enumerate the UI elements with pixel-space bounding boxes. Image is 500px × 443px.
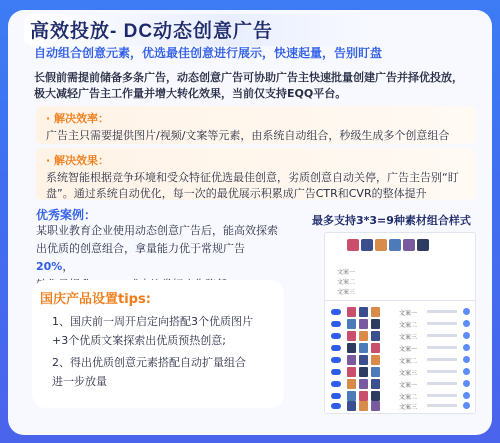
thumbnail-image [371,307,380,317]
toggle-switch[interactable] [331,381,341,387]
toggle-switch[interactable] [331,321,341,327]
row-copy: 文案三 [399,370,418,377]
benefit-effect-box [36,148,476,200]
thumbnail-image [371,401,380,411]
thumbnail-image [371,331,380,341]
row-copy: 文案一 [399,310,418,317]
combination-row [331,307,471,317]
thumbnail-image [371,379,380,389]
case-line-2-end: ， [62,260,74,273]
thumbnail-image [347,391,356,401]
creative-combination-list [324,300,476,414]
thumbnail-image [359,379,368,389]
tip-2-line-2: 进一步放量 [52,375,107,388]
sample-title: 最多支持3*3=9种素材组合样式 [312,214,471,227]
thumbnail-image [347,355,356,365]
row-meta [427,310,457,313]
thumbnail-image [371,355,380,365]
thumbnail-image [347,401,356,411]
row-meta [427,394,457,397]
thumbnail-image [359,367,368,377]
thumbnail-image [389,239,401,251]
case-line-2-text: 出优质的创意组合，拿量能力优于常规广告 [36,242,245,255]
thumbnail-image [359,343,368,353]
tip-2-line-1: 2、得出优质创意元素搭配自动扩量组合 [52,356,246,369]
row-copy: 文案二 [399,358,418,365]
page-title: 高效投放- DC动态创意广告 [30,21,274,42]
benefit-efficiency-text: 广告主只需要提供图片/视频/文案等元素，由系统自动组合，秒级生成多个创意组合 [46,129,450,142]
row-copy: 文案一 [399,346,418,353]
thumbnail-image [347,343,356,353]
status-dot-icon [463,368,470,375]
combination-row [331,379,471,389]
row-copy: 文案三 [399,334,418,341]
combination-row [331,355,471,365]
thumbnail-image [359,307,368,317]
row-meta [427,322,457,325]
mock-copy-line: 文案二 [337,279,356,286]
preview-thumbnails [347,239,429,251]
status-dot-icon [463,320,470,327]
row-copy: 文案二 [399,394,418,401]
thumbnail-image [371,367,380,377]
row-meta [427,334,457,337]
status-dot-icon [463,402,470,409]
case-line-2 [36,240,282,276]
row-meta [427,358,457,361]
row-meta [427,370,457,373]
page-subtitle: 自动组合创意元素，优选最佳创意进行展示，快速起量，告别盯盘 [34,46,383,60]
thumbnail-image [403,239,415,251]
thumbnail-image [347,239,359,251]
row-copy: 文案二 [399,322,418,329]
status-dot-icon [463,392,470,399]
thumbnail-image [371,343,380,353]
thumbnail-image [347,319,356,329]
thumbnail-image [359,401,368,411]
thumbnail-image [417,239,429,251]
status-dot-icon [463,344,470,351]
benefit-effect-title: · 解决效果： [46,154,110,167]
combination-row [331,391,471,401]
thumbnail-image [361,239,373,251]
combination-row [331,331,471,341]
toggle-switch[interactable] [331,403,341,409]
thumbnail-image [347,307,356,317]
thumbnail-image [359,391,368,401]
intro-paragraph: 长假前需提前储备多条广告，动态创意广告可协助广告主快速批量创建广告并择优投放，极大减轻广告主工作量并增大转化效果，当前仅支持EQQ平台。 [34,71,463,100]
thumbnail-image [359,355,368,365]
toggle-switch[interactable] [331,357,341,363]
toggle-switch[interactable] [331,393,341,399]
tip-1-line-1: 1、国庆前一周开启定向搭配3个优质图片 [52,315,253,328]
toggle-switch[interactable] [331,345,341,351]
status-dot-icon [463,380,470,387]
combination-row [331,319,471,329]
thumbnail-image [371,319,380,329]
row-meta [427,382,457,385]
status-dot-icon [463,356,470,363]
toggle-switch[interactable] [331,333,341,339]
thumbnail-image [347,331,356,341]
combination-row [331,343,471,353]
thumbnail-image [375,239,387,251]
mock-copy-line: 文案三 [337,289,356,296]
benefit-efficiency-title: · 解决效率： [46,112,110,125]
thumbnail-image [347,367,356,377]
thumbnail-image [359,331,368,341]
case-highlight-volume: 20% [36,260,63,273]
creative-preview-mock [324,232,476,304]
row-meta [427,346,457,349]
benefit-efficiency-box [36,106,476,144]
row-copy: 文案一 [399,382,418,389]
status-dot-icon [463,332,470,339]
status-dot-icon [463,308,470,315]
toggle-switch[interactable] [331,309,341,315]
tips-title: 国庆产品设置tips: [40,292,151,307]
row-meta [427,404,457,407]
mock-copy-line: 文案一 [337,269,356,276]
row-copy: 文案三 [399,404,418,411]
case-line-1: 某职业教育企业使用动态创意广告后，能高效探索 [36,224,278,237]
tip-1-line-2: +3个优质文案探索出优质预热创意; [52,334,226,347]
toggle-switch[interactable] [331,369,341,375]
thumbnail-image [359,319,368,329]
case-title: 优秀案例： [36,208,97,222]
combination-row [331,401,471,411]
combination-row [331,367,471,377]
benefit-effect-text: 系统智能根据竞争环境和受众特征优选最佳创意，劣质创意自动关停，广告主告别“盯盘”。通过系统自动优化，每一次的最优展示积累成广告CTR和CVR的整体提升 [46,171,459,200]
thumbnail-image [371,391,380,401]
thumbnail-image [347,379,356,389]
